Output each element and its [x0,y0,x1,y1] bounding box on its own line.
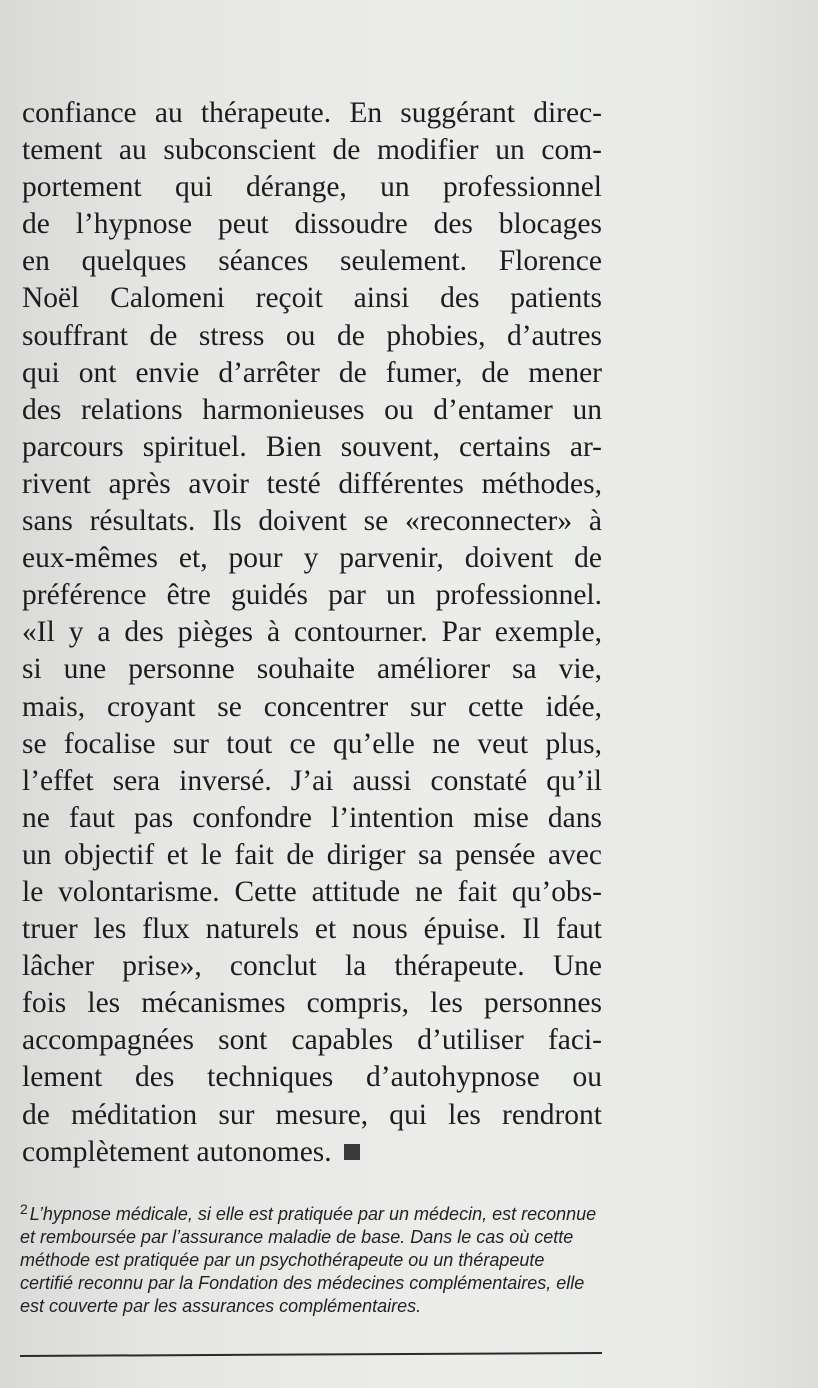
body-line: fois les mécanismes compris, les personnes [22,987,602,1020]
end-of-article-square-icon [344,1144,360,1160]
footnote-line: est couverte par les assurances complémentaires. [20,1296,422,1316]
body-line: «Il y a des pièges à contourner. Par exemple, [22,616,602,649]
footnote-text: L’hypnose médicale, si elle est pratiquée par un médecin, est reconnue [29,1204,597,1224]
body-line: préférence être guidés par un professionnel. [22,579,602,612]
body-line: ne faut pas confondre l’intention mise dans [22,801,602,834]
body-line: le volontarisme. Cette attitude ne fait qu’obs- [22,875,602,908]
body-line: lement des techniques d’autohypnose ou [22,1061,602,1094]
footnote [20,1198,605,1318]
body-line: se focalise sur tout ce qu’elle ne veut plus, [22,727,602,760]
footnote-line: méthode est pratiquée par un psychothérapeute ou un thérapeute [20,1250,545,1270]
body-line: mais, croyant se concentrer sur cette idée, [22,690,602,723]
footnote-line: et remboursée par l’assurance maladie de base. Dans le cas où cette [20,1227,574,1247]
body-line: sans résultats. Ils doivent se «reconnecter» à [22,505,602,538]
body-line: accompagnées sont capables d’utiliser faci- [22,1024,602,1057]
footnote-line [20,1198,605,1226]
body-line: en quelques séances seulement. Florence [22,245,602,278]
body-line-final [22,1134,602,1171]
body-line: confiance au thérapeute. En suggérant direc- [22,97,602,129]
body-line: des relations harmonieuses ou d’entamer un [22,393,602,426]
body-line: l’effet sera inversé. J’ai aussi constaté qu’il [22,764,602,797]
body-line: souffrant de stress ou de phobies, d’autres [22,319,602,352]
body-line: eux-mêmes et, pour y parvenir, doivent de [22,542,602,575]
body-line: rivent après avoir testé différentes méthodes, [22,467,602,500]
article-body [22,95,602,1171]
body-line: parcours spirituel. Bien souvent, certains ar- [22,430,602,463]
body-line: truer les flux naturels et nous épuise. Il faut [22,913,602,946]
body-line: Noël Calomeni reçoit ainsi des patients [22,282,602,315]
body-line: un objectif et le fait de diriger sa pensée avec [22,838,602,871]
footnote-line: certifié reconnu par la Fondation des médecines complémentaires, elle [20,1273,585,1293]
body-line-final-text: complètement autonomes. [22,1135,332,1168]
footnote-number: 2 [20,1201,28,1217]
body-line: de méditation sur mesure, qui les rendront [22,1098,602,1131]
body-line: qui ont envie d’arrêter de fumer, de mener [22,356,602,389]
body-line: lâcher prise», conclut la thérapeute. Une [22,950,602,983]
body-line: tement au subconscient de modifier un com- [22,134,602,167]
body-line: portement qui dérange, un professionnel [22,171,602,204]
body-line: de l’hypnose peut dissoudre des blocages [22,208,602,241]
bottom-rule-divider [20,1352,602,1357]
body-line: si une personne souhaite améliorer sa vie, [22,653,602,686]
